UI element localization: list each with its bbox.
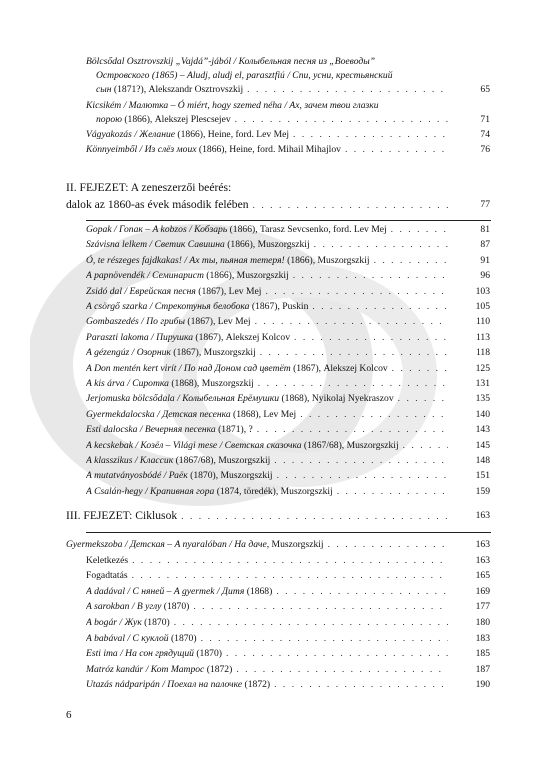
leader-dots	[174, 616, 448, 630]
toc-entry[interactable]: A Don mentén kert virít / По над Доном сад цветёт (1867), Alekszej Kolcov . . . 125	[0, 362, 542, 376]
page-ref: 180	[475, 617, 490, 628]
leader-dots	[260, 346, 448, 360]
leader-dots	[201, 632, 448, 646]
leader-dots	[391, 223, 448, 237]
toc-entry[interactable]: Gombaszedés / По грибы (1867), Lev Mej . . . 110	[0, 315, 542, 329]
toc-entry[interactable]: Matróz kandúr / Кот Матрос (1872) . . . 187	[0, 663, 542, 677]
page-ref: 183	[475, 632, 490, 644]
leader-dots	[274, 454, 448, 468]
toc-entry[interactable]: A csörgő szarka / Стрекотунья белобока (1867), Puskin . . . 105	[0, 300, 542, 314]
page-ref: 163	[475, 510, 490, 521]
toc-entry[interactable]: A Csalán-hegy / Крапивная гора (1874, töredék), Muszorgszkij . . . 159	[0, 485, 542, 499]
leader-dots	[398, 392, 448, 406]
page-ref: 169	[475, 585, 490, 597]
toc-entry[interactable]: Gyermekdalocska / Детская песенка (1868), Lev Mej . . . 140	[0, 408, 542, 422]
page-ref: 125	[475, 362, 490, 374]
page-ref: 71	[480, 114, 490, 125]
toc-entry[interactable]: Gopak / Гопак – A kobzos / Кобзарь (1866), Tarasz Sevcsenko, ford. Lev Mej . . . 81	[0, 223, 542, 237]
page-ref: 87	[480, 239, 490, 251]
toc-entry[interactable]: A gézengúz / Озорник (1867), Muszorgszkij . . . 118	[0, 346, 542, 360]
toc-entry[interactable]: A kecskebak / Козёл – Világi mese / Светская сказочка (1867/68), Muszorgszkij . . . 145	[0, 439, 542, 453]
leader-dots	[253, 198, 448, 213]
toc-entry-text: Островского (1865) – Aludj, aludj el, parasztfiú / Спи, усни, крестьянский	[96, 70, 393, 81]
page-number: 6	[66, 709, 72, 721]
toc-entry[interactable]: Paraszti lakoma / Пирушка (1867), Alekszej Kolcov . . . 113	[0, 331, 542, 345]
page-ref: 76	[480, 144, 490, 155]
toc-entry[interactable]: A sarokban / В углу (1870) . . . 177	[0, 600, 542, 614]
divider	[86, 532, 491, 533]
page-ref: 81	[480, 224, 490, 235]
toc-entry[interactable]: A bogár / Жук (1870) . . . 180	[0, 616, 542, 630]
toc-entry-text: Bölcsődal Osztrovszkij „Vajdá”-jából / Колыбельная песня из „Воеводы”	[86, 56, 376, 67]
toc-entry[interactable]: порою (1866), Alekszej Plescsejev . . . 71	[0, 113, 542, 127]
page-ref: 74	[480, 129, 490, 140]
page-ref: 165	[475, 570, 490, 582]
page-ref: 103	[475, 285, 490, 297]
leader-dots	[374, 254, 448, 268]
chapter-2-title-line2: dalok az 1860-as évek második felében	[66, 198, 249, 211]
toc-entry[interactable]: Ó, te részeges fajdkakas! / Ах ты, пьяная тетеря! (1866), Muszorgszkij . . . 91	[0, 254, 542, 268]
leader-dots	[257, 423, 448, 437]
toc-entry-text: Kicsikém / Малютка – Ó miért, hogy szemed néha / Ах, зачем твои глазки	[86, 100, 379, 111]
toc-entry[interactable]: Esti ima / На сон грядущий (1870) . . . 185	[0, 647, 542, 661]
leader-dots	[293, 269, 448, 283]
page-ref: 140	[475, 408, 490, 420]
leader-dots	[132, 569, 448, 583]
toc-entry[interactable]: Keletkezés . . . 163	[0, 554, 542, 568]
toc-entry[interactable]: Könnyeimből / Из слёз моих (1866), Heine, ford. Mihail Mihajlov . . . 76	[0, 143, 542, 157]
chapter-2-title-line1: II. FEJEZET: A zeneszerzői beérés:	[66, 181, 232, 194]
page-ref: 77	[480, 199, 490, 210]
page-ref: 135	[475, 393, 490, 405]
page-ref: 185	[475, 648, 490, 660]
toc-entry[interactable]: Gyermekszoba / Детская – A nyaralóban / На даче, Muszorgszkij . . . 163	[0, 538, 542, 552]
toc-entry[interactable]: Utazás nádparipán / Поехал на палочке (1872) . . . 190	[0, 678, 542, 692]
page-ref: 65	[480, 84, 490, 95]
page-ref: 113	[475, 331, 490, 343]
leader-dots	[235, 113, 448, 127]
leader-dots	[181, 509, 448, 524]
page-ref: 145	[475, 439, 490, 451]
page-ref: 131	[475, 378, 490, 389]
leader-dots	[293, 128, 448, 142]
page-ref: 163	[475, 554, 490, 566]
leader-dots	[277, 469, 448, 483]
page-ref: 91	[480, 254, 490, 266]
page-ref: 177	[475, 601, 490, 613]
leader-dots	[247, 83, 448, 97]
page-ref: 118	[475, 347, 490, 359]
page-ref: 105	[475, 301, 490, 312]
toc-entry[interactable]: A papnövendék / Семинарист (1866), Muszorgszkij . . . 96	[0, 269, 542, 283]
toc-entry[interactable]: сын (1871?), Alekszandr Osztrovszkij . . . 65	[0, 83, 542, 97]
page-ref: 143	[475, 424, 490, 436]
chapter-3-heading[interactable]	[0, 508, 542, 524]
leader-dots	[392, 362, 448, 376]
toc-entry[interactable]: Vágyakozás / Желание (1866), Heine, ford. Lev Mej . . . 74	[0, 128, 542, 142]
toc-entry[interactable]: A mutatványosbódé / Раёк (1870), Muszorgszkij . . . 151	[0, 469, 542, 483]
leader-dots	[274, 678, 448, 692]
leader-dots	[193, 600, 448, 614]
toc-entry[interactable]: A dadával / С няней – A gyermek / Дитя (1868) . . . 169	[0, 585, 542, 599]
leader-dots	[403, 439, 448, 453]
divider	[86, 220, 491, 221]
page-ref: 148	[475, 455, 490, 466]
leader-dots	[294, 331, 448, 345]
toc-entry[interactable]: Szávisna lelkem / Светик Савишна (1866), Muszorgszkij . . . 87	[0, 238, 542, 252]
leader-dots	[345, 143, 448, 157]
page-ref: 187	[475, 663, 490, 675]
toc-entry[interactable]: A kis árva / Сиротка (1868), Muszorgszkij . . . 131	[0, 377, 542, 391]
chapter-2-heading[interactable]	[0, 197, 542, 213]
toc-entry[interactable]: A babával / С куклой (1870) . . . 183	[0, 632, 542, 646]
toc-entry[interactable]: Zsidó dal / Еврейская песня (1867), Lev Mej . . . 103	[0, 285, 542, 299]
leader-dots	[236, 663, 448, 677]
leader-dots	[337, 485, 448, 499]
chapter-3-title: III. FEJEZET: Ciklusok	[66, 509, 178, 522]
leader-dots	[314, 238, 448, 252]
page-ref: 96	[480, 270, 490, 282]
leader-dots	[255, 315, 448, 329]
leader-dots	[265, 285, 448, 299]
leader-dots	[132, 554, 448, 568]
toc-entry[interactable]: Fogadtatás . . . 165	[0, 569, 542, 583]
leader-dots	[328, 538, 448, 552]
toc-entry[interactable]: Esti dalocska / Вечерняя песенка (1871), ? . . . 143	[0, 423, 542, 437]
leader-dots	[312, 300, 448, 314]
page-ref: 151	[475, 470, 490, 482]
leader-dots	[276, 585, 448, 599]
leader-dots	[226, 647, 448, 661]
leader-dots	[258, 377, 448, 391]
toc-entry[interactable]: A klasszikus / Классик (1867/68), Muszorgszkij . . . 148	[0, 454, 542, 468]
page-ref: 190	[475, 679, 490, 691]
toc-entry[interactable]: Jerjomuska bölcsődala / Колыбельная Ерёмушки (1868), Nyikolaj Nyekraszov . . . 135	[0, 392, 542, 406]
page-ref: 159	[475, 485, 490, 497]
page-ref: 110	[475, 316, 490, 328]
page-ref: 163	[475, 539, 490, 550]
leader-dots	[300, 408, 448, 422]
